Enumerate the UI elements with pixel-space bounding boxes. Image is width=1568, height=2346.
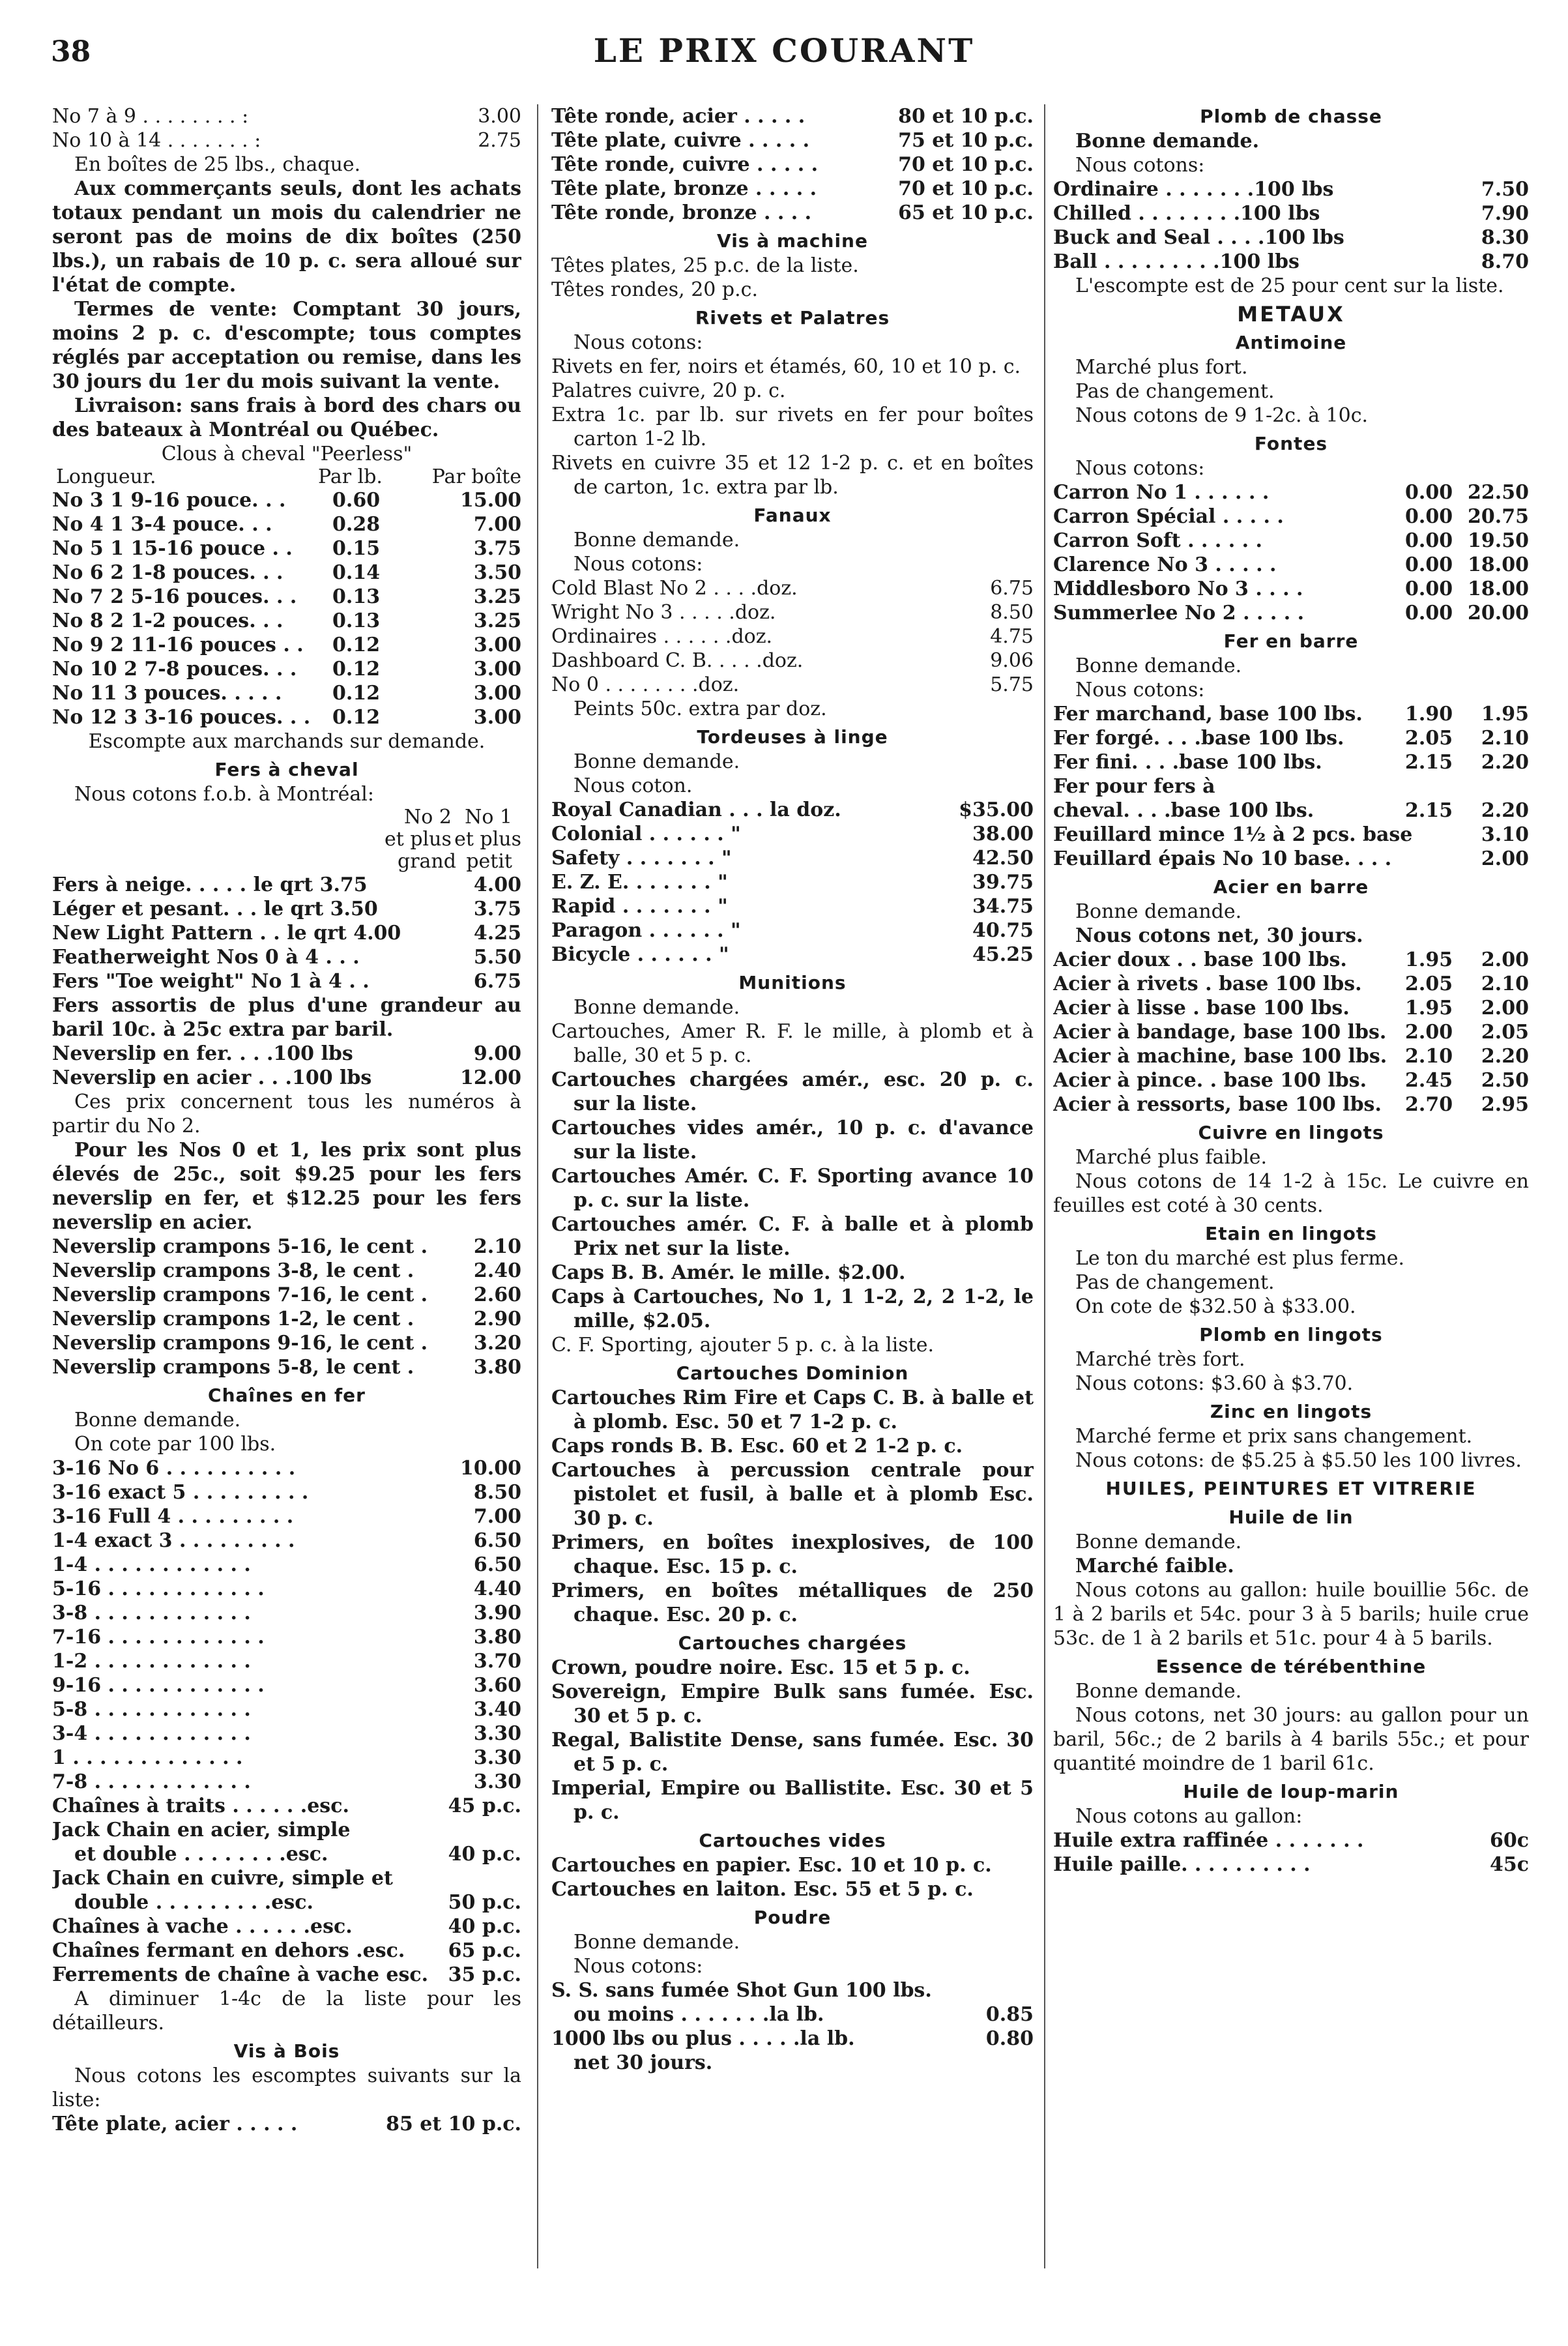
section-heading: HUILES, PEINTURES ET VITRERIE (1105, 1478, 1477, 1499)
table-row: 7.00 3-16 Full 4 . . . . . . . . . (52, 1505, 521, 1528)
text-paragraph: Termes de vente: Comptant 30 jours, moins 2 p. c. d'escompte; tous comptes réglés par acceptation ou remise, dans les 30 jours du 1er du mois suivant la vente. (52, 298, 521, 393)
section-heading: Essence de térébenthine (1155, 1656, 1427, 1677)
table-row: cheval. . . .base 100 lbs. 2.15 2.20 (1053, 799, 1529, 822)
intro-line: Nous cotons: (573, 1955, 703, 1978)
section-subtitle: Clous à cheval "Peerless" (161, 443, 413, 465)
column-3 (1053, 104, 1529, 2281)
text-paragraph: Le ton du marché est plus ferme. (1075, 1247, 1405, 1270)
text-paragraph: Cartouches en papier. Esc. 10 et 10 p. c. (551, 1854, 992, 1877)
text-paragraph: A diminuer 1-4c de la liste pour les détailleurs. (52, 1987, 521, 2034)
table-row: Acier à bandage, base 100 lbs. 2.00 2.05 (1053, 1021, 1529, 1044)
table-row: 7.90 Chilled . . . . . . . .100 lbs (1053, 202, 1529, 225)
text-paragraph: Cartouches Rim Fire et Caps C. B. à balle et à plomb. Esc. 50 et 7 1-2 p. c. (551, 1386, 1034, 1433)
fer-barre-table (1053, 702, 1529, 871)
table-row: 3.30 3-4 . . . . . . . . . . . . (52, 1722, 521, 1745)
peerless-table (52, 488, 521, 729)
table-row: S. S. sans fumée Shot Gun 100 lbs. (551, 1979, 932, 2002)
fanaux-table (551, 576, 1034, 697)
table-row: 9.06 Dashboard C. B. . . . .doz. (551, 649, 1034, 672)
table-row: 38.00 Colonial . . . . . . " (551, 823, 1034, 845)
text-paragraph: Nous cotons: de $5.25 à $5.50 les 100 livres. (1075, 1449, 1522, 1472)
table-row: 4.75 Ordinaires . . . . . .doz. (551, 625, 1034, 648)
table-row: 39.75 E. Z. E. . . . . . . " (551, 871, 1034, 894)
column-2 (551, 104, 1034, 2281)
table-row: 6.75 Cold Blast No 2 . . . .doz. (551, 577, 1034, 600)
intro-line: Bonne demande. (1075, 130, 1260, 153)
table-row: $35.00 Royal Canadian . . . la doz. (551, 799, 1034, 821)
table-row: 3.30 7-8 . . . . . . . . . . . . (52, 1770, 521, 1793)
text-paragraph: Cartouches amér. C. F. à balle et à plomb Prix net sur la liste. (551, 1213, 1034, 1260)
vis-table (551, 104, 1034, 225)
intro-line: Bonne demande. (1075, 900, 1242, 923)
table-row: No 8 2 1-2 pouces. . . 0.13 3.25 (52, 609, 521, 632)
table-header: Longueur. Par lb. Par boîte (56, 465, 521, 488)
acier-table (1053, 948, 1529, 1117)
table-row: 4.00 Fers à neige. . . . . le qrt 3.75 (52, 873, 521, 896)
table-row: 8.50 Wright No 3 . . . . .doz. (551, 601, 1034, 624)
text-paragraph: Primers, en boîtes métalliques de 250 chaque. Esc. 20 p. c. (551, 1579, 1034, 1626)
intro-line: Nous cotons: (1075, 457, 1205, 480)
table-row: 3.75 Léger et pesant. . . le qrt 3.50 (52, 898, 521, 920)
table-row: 2.90 Neverslip crampons 1-2, le cent . (52, 1308, 521, 1330)
text-paragraph: Marché très fort. (1075, 1348, 1245, 1371)
table-row: 3.90 3-8 . . . . . . . . . . . . (52, 1602, 521, 1624)
text-line: Nous cotons de 9 1-2c. à 10c. (1075, 404, 1369, 427)
text-paragraph: Marché faible. (1075, 1555, 1234, 1577)
text-paragraph: Sovereign, Empire Bulk sans fumée. Esc. 30 et 5 p. c. (551, 1680, 1034, 1727)
table-row: Fer pour fers à (1053, 775, 1215, 798)
text-paragraph: Cartouches chargées amér., esc. 20 p. c. sur la liste. (551, 1068, 1034, 1115)
text-paragraph: C. F. Sporting, ajouter 5 p. c. à la liste. (551, 1334, 934, 1356)
section-heading: Antimoine (1235, 332, 1347, 353)
table-row: 3.80 7-16 . . . . . . . . . . . . (52, 1626, 521, 1649)
text-paragraph: Imperial, Empire ou Ballistite. Esc. 30 et 5 p. c. (551, 1777, 1034, 1824)
intro-line: Nous coton. (573, 774, 693, 797)
table-row: No 11 3 pouces. . . . . 0.12 3.00 (52, 682, 521, 705)
intro-line: Nous cotons au gallon: (1075, 1805, 1303, 1828)
table-row: 45c Huile paille. . . . . . . . . . (1053, 1853, 1529, 1876)
intro-line: Nous cotons: (573, 553, 703, 576)
tordeuses-table (551, 798, 1034, 967)
text-paragraph: Rivets en fer, noirs et étamés, 60, 10 et 10 p. c. (551, 355, 1021, 378)
table-row: No 5 1 15-16 pouce . . 0.15 3.75 (52, 537, 521, 560)
table-row: 3.60 9-16 . . . . . . . . . . . . (52, 1674, 521, 1697)
text-paragraph: Caps ronds B. B. Esc. 60 et 2 1-2 p. c. (551, 1435, 963, 1458)
text-paragraph: Rivets en cuivre 35 et 12 1-2 p. c. et en boîtes de carton, 1c. extra par lb. (551, 452, 1034, 499)
price-line: 3.00 No 7 à 9 . . . . . . . . : (52, 105, 521, 128)
text-paragraph: Cartouches Amér. C. F. Sporting avance 10 p. c. sur la liste. (551, 1165, 1034, 1212)
table-row: Middlesboro No 3 . . . . 0.00 18.00 (1053, 578, 1529, 600)
intro-line: Nous cotons: (1075, 679, 1205, 701)
intro-line: Bonne demande. (573, 1931, 740, 1954)
section-heading: Fontes (1254, 433, 1328, 454)
publication-title: LE PRIX COURANT (593, 31, 975, 70)
chaines-table (52, 1456, 521, 1794)
section-heading: Munitions (738, 972, 847, 993)
table-row: 2.60 Neverslip crampons 7-16, le cent . (52, 1283, 521, 1306)
text-paragraph: Crown, poudre noire. Esc. 15 et 5 p. c. (551, 1656, 970, 1679)
text-paragraph: En boîtes de 25 lbs., chaque. (74, 153, 361, 176)
table-row: 9.00 Neverslip en fer. . . .100 lbs (52, 1042, 521, 1065)
text-paragraph: Bonne demande. (1075, 1680, 1242, 1703)
chaines-discount-table (52, 1794, 521, 1987)
table-row: 0.85 ou moins . . . . . . .la lb. (573, 2003, 1034, 2026)
section-heading: Cuivre en lingots (1198, 1122, 1384, 1143)
fers-table (52, 873, 521, 993)
text-line: Têtes rondes, 20 p.c. (551, 278, 758, 301)
text-paragraph: Nous cotons les escomptes suivants sur la liste: (52, 2064, 521, 2111)
table-row: Clarence No 3 . . . . . 0.00 18.00 (1053, 553, 1529, 576)
section-heading: Vis à machine (717, 230, 868, 252)
table-row: 2.40 Neverslip crampons 3-8, le cent . (52, 1259, 521, 1282)
table-row: Carron Spécial . . . . . 0.00 20.75 (1053, 505, 1529, 528)
table-row: 3.30 1 . . . . . . . . . . . . . (52, 1746, 521, 1769)
section-heading: Huile de lin (1228, 1506, 1354, 1528)
table-row: No 10 2 7-8 pouces. . . 0.12 3.00 (52, 658, 521, 681)
text-paragraph: Cartouches à percussion centrale pour pistolet et fusil, à balle et à plomb Esc. 30 p. c. (551, 1459, 1034, 1530)
section-heading: Cartouches chargées (678, 1632, 907, 1654)
table-row: No 6 2 1-8 pouces. . . 0.14 3.50 (52, 561, 521, 584)
table-row: 3.20 Neverslip crampons 9-16, le cent . (52, 1332, 521, 1355)
table-header: et plus et plus (385, 828, 521, 851)
table-row: 3.80 Neverslip crampons 5-8, le cent . (52, 1356, 521, 1379)
section-heading: Tordeuses à linge (697, 726, 888, 748)
table-row: 6.50 1-4 exact 3 . . . . . . . . . (52, 1529, 521, 1552)
note-line: Peints 50c. extra par doz. (573, 697, 827, 720)
text-paragraph: Extra 1c. par lb. sur rivets en fer pour boîtes carton 1-2 lb. (551, 403, 1034, 450)
text-paragraph: Livraison: sans frais à bord des chars ou des bateaux à Montréal ou Québec. (52, 394, 521, 441)
table-row: Acier à ressorts, base 100 lbs. 2.70 2.95 (1053, 1093, 1529, 1116)
text-paragraph: Aux commerçants seuls, dont les achats totaux pendant un mois du calendrier ne seront pas de moins de dix boîtes (250 lbs.), un rabais de 10 p. c. sera alloué sur l'état de compte. (52, 177, 521, 297)
table-row: 3.40 5-8 . . . . . . . . . . . . (52, 1698, 521, 1721)
intro-line: Nous cotons net, 30 jours. (1075, 924, 1363, 947)
text-paragraph: Pas de changement. (1075, 1271, 1275, 1294)
section-heading: Vis à Bois (233, 2040, 340, 2062)
intro-line: Bonne demande. (1075, 654, 1242, 677)
section-heading: Cartouches vides (699, 1830, 886, 1851)
intro-line: On cote par 100 lbs. (74, 1433, 276, 1456)
plomb-table (1053, 177, 1529, 274)
text-paragraph: Caps à Cartouches, No 1, 1 1-2, 2, 2 1-2, le mille, $2.05. (551, 1285, 1034, 1332)
table-row: Fer marchand, base 100 lbs. 1.90 1.95 (1053, 703, 1529, 726)
column-rule-1 (537, 104, 538, 2268)
table-row: 0.80 1000 lbs ou plus . . . . .la lb. (551, 2027, 1034, 2050)
text-paragraph: Regal, Balistite Dense, sans fumée. Esc. 30 et 5 p. c. (551, 1729, 1034, 1776)
table-row: 6.75 Fers "Toe weight" No 1 à 4 . . (52, 970, 521, 993)
table-row: 8.30 Buck and Seal . . . .100 lbs (1053, 226, 1529, 249)
section-heading: Etain en lingots (1205, 1223, 1377, 1244)
table-row: Carron Soft . . . . . . 0.00 19.50 (1053, 529, 1529, 552)
table-row: Jack Chain en cuivre, simple et (52, 1867, 393, 1890)
table-row: Acier à pince. . base 100 lbs. 2.45 2.50 (1053, 1069, 1529, 1092)
section-heading: Plomb en lingots (1199, 1324, 1383, 1345)
section-heading: Fanaux (753, 505, 832, 526)
table-row: 8.50 3-16 exact 5 . . . . . . . . . (52, 1481, 521, 1504)
text-paragraph: Nous cotons de 14 1-2 à 15c. Le cuivre en feuilles est coté à 30 cents. (1053, 1170, 1529, 1217)
section-heading: Acier en barre (1213, 876, 1369, 898)
section-heading: Plomb de chasse (1200, 106, 1382, 127)
table-row: No 12 3 3-16 pouces. . . 0.12 3.00 (52, 706, 521, 729)
section-heading: Poudre (753, 1907, 832, 1928)
column-1 (52, 104, 521, 2281)
table-row: Acier à lisse . base 100 lbs. 1.95 2.00 (1053, 997, 1529, 1019)
table-header: grand petit (398, 850, 512, 873)
table-row: No 3 1 9-16 pouce. . . 0.60 15.00 (52, 489, 521, 512)
table-row: 42.50 Safety . . . . . . . " (551, 847, 1034, 870)
table-row: 80 et 10 p.c. Tête ronde, acier . . . . . (551, 105, 1034, 128)
page-number: 38 (51, 35, 91, 68)
table-row: 7.50 Ordinaire . . . . . . .100 lbs (1053, 178, 1529, 201)
table-row: 34.75 Rapid . . . . . . . " (551, 895, 1034, 918)
intro-line: Nous cotons: (573, 331, 703, 354)
column-rule-2 (1044, 104, 1045, 2268)
table-row: Fer fini. . . .base 100 lbs. 2.15 2.20 (1053, 751, 1529, 774)
table-row: 2.10 Neverslip crampons 5-16, le cent . (52, 1235, 521, 1258)
table-row: No 7 2 5-16 pouces. . . 0.13 3.25 (52, 585, 521, 608)
table-row: Acier à machine, base 100 lbs. 2.10 2.20 (1053, 1045, 1529, 1068)
table-row: 8.70 Ball . . . . . . . . .100 lbs (1053, 250, 1529, 273)
table-row: Jack Chain en acier, simple (52, 1819, 351, 1841)
text-paragraph: Pour les Nos 0 et 1, les prix sont plus élevés de 25c., soit $9.25 pour les fers neverslip en fer, et $12.25 pour les fers neverslip en acier. (52, 1139, 521, 1234)
table-row: 5.75 No 0 . . . . . . . .doz. (551, 673, 1034, 696)
table-row: 45 p.c. Chaînes à traits . . . . . .esc. (52, 1795, 521, 1817)
table-row: 70 et 10 p.c. Tête ronde, cuivre . . . . . (551, 153, 1034, 176)
text-paragraph: On cote de $32.50 à $33.00. (1075, 1295, 1356, 1318)
page-header (0, 31, 1568, 83)
text-line: Pas de changement. (1075, 380, 1275, 403)
table-row: 65 et 10 p.c. Tête ronde, bronze . . . . (551, 201, 1034, 224)
section-heading: METAUX (1237, 302, 1345, 327)
table-header: No 2 No 1 (404, 806, 512, 828)
table-row: 85 et 10 p.c. Tête plate, acier . . . . . (52, 2113, 521, 2135)
table-row: 70 et 10 p.c. Tête plate, bronze . . . . . (551, 177, 1034, 200)
table-row: 6.50 1-4 . . . . . . . . . . . . (52, 1553, 521, 1576)
text-line: Têtes plates, 25 p.c. de la liste. (551, 254, 859, 277)
intro-line: Bonne demande. (573, 750, 740, 773)
table-row: 35 p.c. Ferrements de chaîne à vache esc. (52, 1963, 521, 1986)
text-paragraph: Nous cotons au gallon: huile bouillie 56c. de 1 à 2 barils et 54c. pour 3 à 5 barils; huile crue 53c. de 1 à 2 barils et 51c. pour 4 à 5 barils. (1053, 1579, 1529, 1650)
table-row: 5.50 Featherweight Nos 0 à 4 . . . (52, 946, 521, 969)
text-paragraph: Nous cotons, net 30 jours: au gallon pour un baril, 56c.; de 2 barils à 4 barils 55c.; et pour quantité moindre de 1 baril 61c. (1053, 1704, 1529, 1775)
table-row: 40.75 Paragon . . . . . . " (551, 919, 1034, 942)
table-row: No 4 1 3-4 pouce. . . 0.28 7.00 (52, 513, 521, 536)
fontes-table (1053, 480, 1529, 625)
section-heading: Huile de loup-marin (1183, 1781, 1399, 1802)
table-row: 75 et 10 p.c. Tête plate, cuivre . . . . . (551, 129, 1034, 152)
text-paragraph: Cartouches, Amer R. F. le mille, à plomb et à balle, 30 et 5 p. c. (551, 1020, 1034, 1067)
note-line: Escompte aux marchands sur demande. (88, 730, 486, 753)
intro-line: Bonne demande. (74, 1409, 241, 1431)
table-row: Feuillard épais No 10 base. . . . 2.00 (1053, 847, 1529, 870)
poudre-table (551, 1978, 1034, 2075)
text-paragraph: Bonne demande. (1075, 1531, 1242, 1553)
text-paragraph: Fers assortis de plus d'une grandeur au baril 10c. à 25c extra par baril. (52, 994, 521, 1041)
table-row: 12.00 Neverslip en acier . . .100 lbs (52, 1066, 521, 1089)
section-heading: Zinc en lingots (1210, 1401, 1372, 1422)
text-paragraph: L'escompte est de 25 pour cent sur la liste. (1075, 274, 1504, 297)
table-row: Carron No 1 . . . . . . 0.00 22.50 (1053, 481, 1529, 504)
text-paragraph: Marché ferme et prix sans changement. (1075, 1425, 1473, 1448)
price-line: 2.75 No 10 à 14 . . . . . . . : (52, 129, 521, 152)
intro-line: Nous cotons: (1075, 154, 1205, 177)
intro-line: Bonne demande. (573, 529, 740, 551)
table-row: net 30 jours. (573, 2051, 713, 2074)
table-row: 4.40 5-16 . . . . . . . . . . . . (52, 1577, 521, 1600)
section-heading: Chaînes en fer (208, 1385, 366, 1406)
text-paragraph: Cartouches en laiton. Esc. 55 et 5 p. c. (551, 1878, 974, 1901)
section-heading: Fer en barre (1223, 630, 1359, 652)
text-paragraph: Primers, en boîtes inexplosives, de 100 chaque. Esc. 15 p. c. (551, 1531, 1034, 1578)
table-row: Feuillard mince 1½ à 2 pcs. base 3.10 (1053, 823, 1529, 846)
table-row: 4.25 New Light Pattern . . le qrt 4.00 (52, 922, 521, 945)
section-heading: Cartouches Dominion (676, 1362, 909, 1384)
text-paragraph: Caps B. B. Amér. le mille. $2.00. (551, 1261, 906, 1284)
text-paragraph: Marché plus faible. (1075, 1146, 1268, 1169)
text-paragraph: Cartouches vides amér., 10 p. c. d'avance sur la liste. (551, 1117, 1034, 1164)
crampons-table (52, 1235, 521, 1379)
text-paragraph: Nous cotons: $3.60 à $3.70. (1075, 1372, 1354, 1395)
intro-line: Nous cotons f.o.b. à Montréal: (74, 783, 374, 806)
text-paragraph: Ces prix concernent tous les numéros à partir du No 2. (52, 1091, 521, 1137)
table-row: Summerlee No 2 . . . . . 0.00 20.00 (1053, 602, 1529, 624)
section-heading: Rivets et Palatres (695, 307, 890, 329)
table-row: 65 p.c. Chaînes fermant en dehors .esc. (52, 1939, 521, 1962)
nails-lines (52, 104, 521, 153)
table-row: No 9 2 11-16 pouces . . 0.12 3.00 (52, 634, 521, 656)
table-row: 50 p.c. double . . . . . . . . .esc. (74, 1891, 521, 1914)
text-line: Marché plus fort. (1075, 356, 1248, 379)
table-row: 3.70 1-2 . . . . . . . . . . . . (52, 1650, 521, 1673)
table-row: Acier doux . . base 100 lbs. 1.95 2.00 (1053, 948, 1529, 971)
table-row: 45.25 Bicycle . . . . . . " (551, 943, 1034, 966)
table-row: Fer forgé. . . .base 100 lbs. 2.05 2.10 (1053, 727, 1529, 750)
table-row: 60c Huile extra raffinée . . . . . . . (1053, 1829, 1529, 1852)
text-paragraph: Palatres cuivre, 20 p. c. (551, 379, 786, 402)
intro-line: Bonne demande. (573, 996, 740, 1019)
table-row: 10.00 3-16 No 6 . . . . . . . . . . (52, 1457, 521, 1480)
section-heading: Fers à cheval (214, 759, 359, 780)
table-row: Acier à rivets . base 100 lbs. 2.05 2.10 (1053, 973, 1529, 995)
table-row: 40 p.c. Chaînes à vache . . . . . .esc. (52, 1915, 521, 1938)
table-row: 40 p.c. et double . . . . . . . .esc. (74, 1843, 521, 1866)
